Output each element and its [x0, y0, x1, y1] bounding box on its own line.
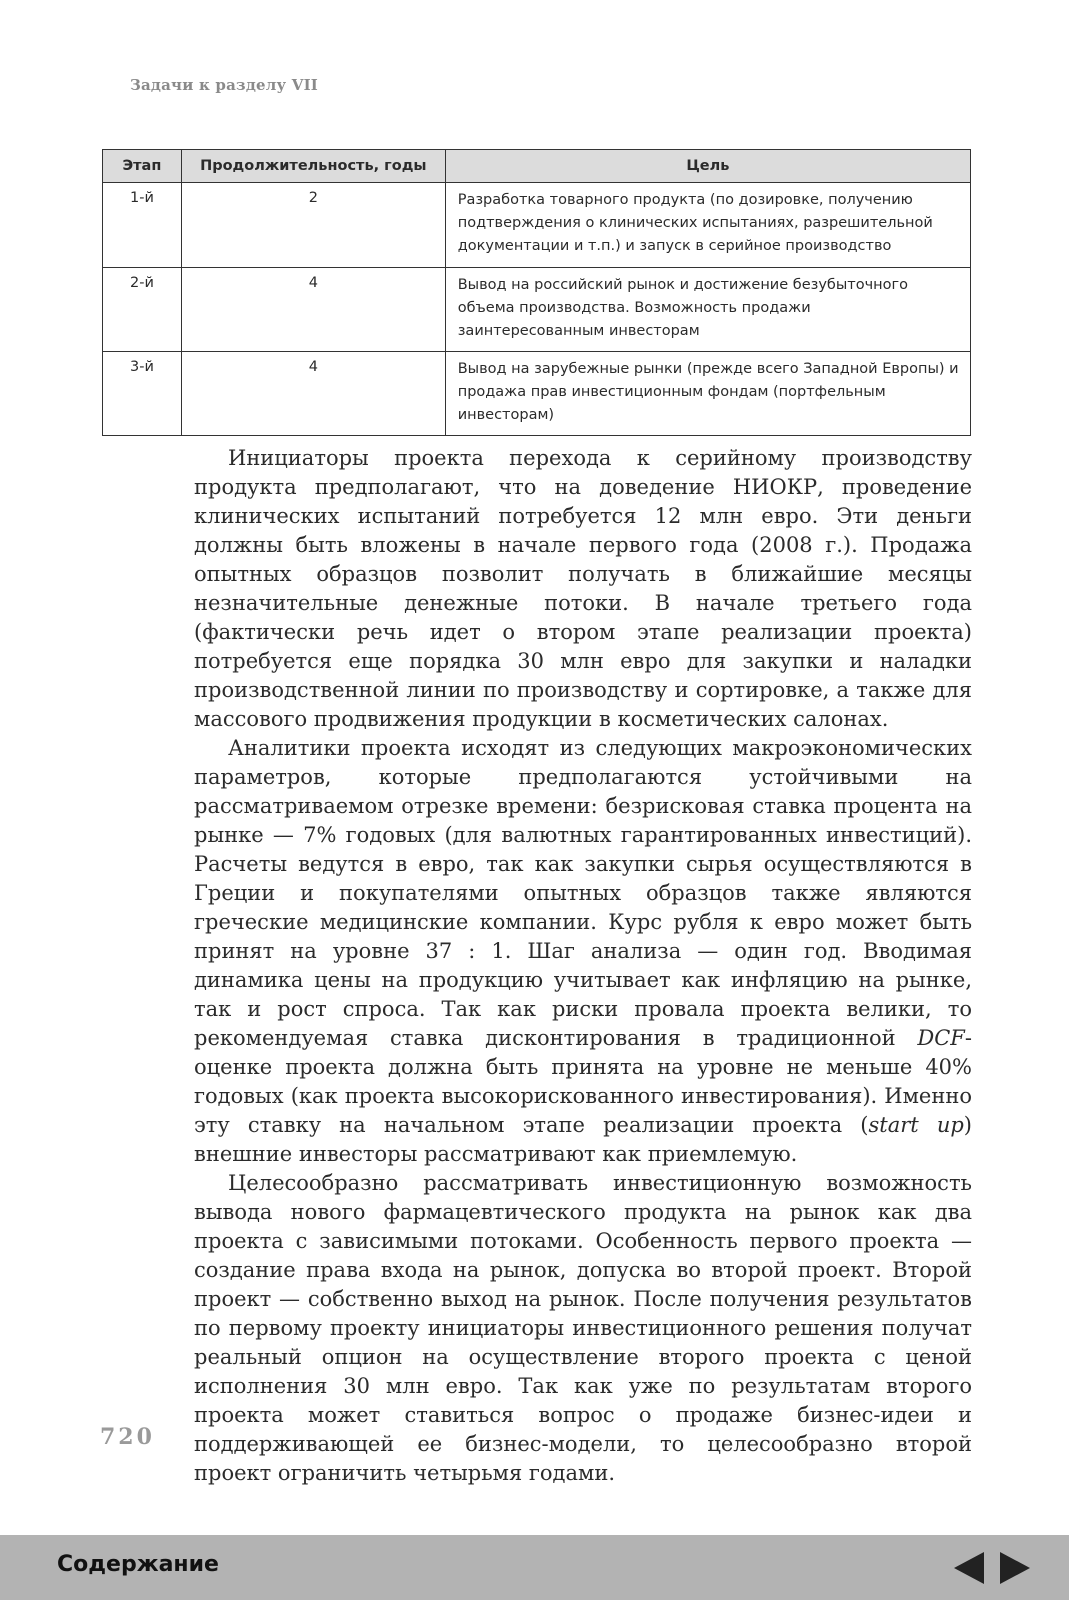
next-page-icon[interactable]: [1000, 1552, 1030, 1584]
table-header-row: [103, 150, 971, 183]
footer-nav-bar: [0, 1535, 1069, 1600]
table-row: [103, 268, 971, 352]
duration-cell: 2: [181, 183, 445, 268]
paragraph-2-part-b: -оценке проекта должна быть принята на уровне не меньше 40% годовых (как проекта высокорискованного инвестирования). Именно эту ставку на начальном этапе реализации проекта (: [194, 1026, 972, 1137]
paragraph-1: Инициаторы проекта перехода к серийному производству продукта предполагают, что на доведение НИОКР, проведение клинических испытаний потребуется 12 млн евро. Эти деньги должны быть вложены в начале первого года (2008 г.). Продажа опытных образцов позволит получать в ближайшие месяцы незначительные денежные потоки. В начале третьего года (фактически речь идет о втором этапе реализации проекта) потребуется еще порядка 30 млн евро для закупки и наладки производственной линии по производству и сортировке, а также для массового продвижения продукции в косметических салонах.: [194, 446, 972, 731]
paragraph-2-part-c: ) внешние инвесторы рассматривают как приемлемую.: [194, 1113, 972, 1166]
table-row: [103, 183, 971, 268]
goal-cell: Вывод на зарубежные рынки (прежде всего Западной Европы) и продажа прав инвестиционным фондам (портфельным инвесторам): [445, 352, 970, 436]
paragraph-2: [194, 734, 972, 1169]
contents-link[interactable]: Содержание: [57, 1552, 219, 1577]
paragraph-3: Целесообразно рассматривать инвестиционную возможность вывода нового фармацевтического продукта на рынок как два проекта с зависимыми потоками. Особенность первого проекта — создание права входа на рынок, допуска во второй проект. Второй проект — собственно выход на рынок. После получения результатов по первому проекту инициаторы инвестиционного решения получат реальный опцион на осуществление второго проекта с ценой исполнения 30 млн евро. Так как уже по результатам второго проекта может ставиться вопрос о продаже бизнес-идеи и поддерживающей ее бизнес-модели, то целесообразно второй проект ограничить четырьмя годами.: [194, 1171, 972, 1485]
duration-cell: 4: [181, 352, 445, 436]
body-text: [194, 444, 972, 1488]
header-goal: Цель: [445, 150, 970, 183]
page-number: 720: [100, 1424, 155, 1450]
header-stage: Этап: [103, 150, 182, 183]
prev-page-icon[interactable]: [954, 1552, 984, 1584]
goal-cell: Разработка товарного продукта (по дозировке, получению подтверждения о клинических испытаниях, разрешительной документации и т.п.) и запуск в серийное производство: [445, 183, 970, 268]
running-head: Задачи к разделу VII: [130, 76, 319, 94]
start-up-term: start up: [868, 1113, 964, 1137]
header-duration: Продолжительность, годы: [181, 150, 445, 183]
stages-table: [102, 149, 971, 436]
stage-cell: 1-й: [103, 183, 182, 268]
table-row: [103, 352, 971, 436]
stage-cell: 2-й: [103, 268, 182, 352]
duration-cell: 4: [181, 268, 445, 352]
goal-cell: Вывод на российский рынок и достижение безубыточного объема производства. Возможность продажи заинтересованным инвесторам: [445, 268, 970, 352]
paragraph-2-part-a: Аналитики проекта исходят из следующих макроэкономических параметров, которые предполагаются устойчивыми на рассматриваемом отрезке времени: безрисковая ставка процента на рынке — 7% годовых (для валютных гарантированных инвестиций). Расчеты ведутся в евро, так как закупки сырья осуществляются в Греции и покупателями опытных образцов также являются греческие медицинские компании. Курс рубля к евро может быть принят на уровне 37 : 1. Шаг анализа — один год. Вводимая динамика цены на продукцию учитывает как инфляцию на рынке, так и рост спроса. Так как риски провала проекта велики, то рекомендуемая ставка дисконтирования в традиционной: [194, 736, 972, 1050]
dcf-term: DCF: [917, 1026, 965, 1050]
stage-cell: 3-й: [103, 352, 182, 436]
